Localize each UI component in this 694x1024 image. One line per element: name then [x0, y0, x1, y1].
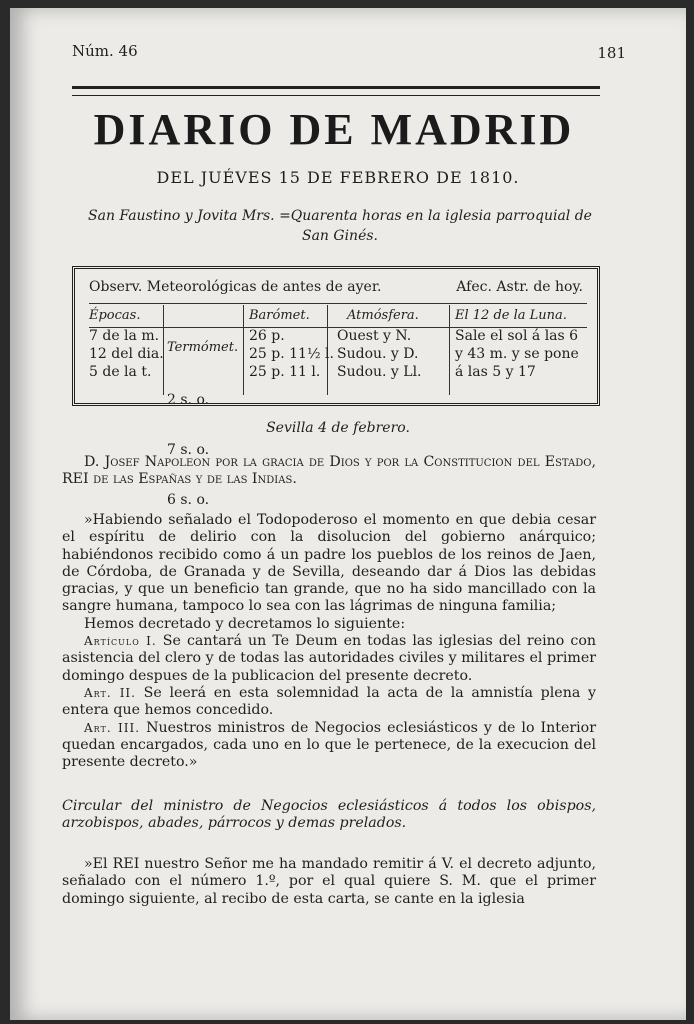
article-label: Artículo I.: [84, 634, 157, 649]
decree-article-3: [62, 720, 596, 772]
issue-date: DEL JUÉVES 15 DE FEBRERO DE 1810.: [156, 168, 520, 187]
meteo-title-left: Observ. Meteorológicas de antes de ayer.: [89, 279, 382, 295]
meteo-col-header: El 12 de la Luna.: [455, 308, 567, 323]
meteo-cell: Sudou. y Ll.: [337, 364, 422, 380]
meteo-col-header: Atmósfera.: [347, 308, 419, 323]
meteo-cell: 7 s. o.: [167, 442, 210, 458]
issue-number: Núm. 46: [72, 42, 138, 60]
meteo-cell: 5 de la t.: [89, 364, 152, 380]
page-number: 181: [597, 44, 626, 62]
decree-article-2: [62, 685, 596, 720]
article-text: Se cantará un Te Deum en todas las iglesias del reino con asistencia del clero y de todas las autoridades civiles y militares el primer domingo despues de la publicacion del presente decreto.: [62, 633, 597, 684]
meteo-title-right: Afec. Astr. de hoy.: [456, 279, 583, 295]
meteo-col-divider: [449, 305, 450, 395]
meteo-cell: Ouest y N.: [337, 328, 412, 344]
meteo-cell: Sudou. y D.: [337, 346, 419, 362]
meteo-cell: 12 del dia.: [89, 346, 164, 362]
meteo-cell: y 43 m. y se pone: [455, 346, 579, 362]
meteo-cell: 25 p. 11 l.: [249, 364, 321, 380]
meteo-col-header: Épocas.: [89, 308, 141, 323]
decree-body: [62, 512, 596, 771]
meteo-col-header: Termómet.: [167, 340, 239, 355]
meteo-cell: 26 p.: [249, 328, 285, 344]
meteo-col-luna: [455, 305, 589, 381]
final-paragraph: [62, 856, 596, 908]
decree-article-1: [62, 633, 596, 685]
meteo-cell: 7 de la m.: [89, 328, 160, 344]
newspaper-page: [10, 8, 686, 1020]
article-text: Nuestros ministros de Negocios eclesiásticos y de lo Interior quedan encargados, cada uno en lo que le pertenece, de la execucion del presente decreto.»: [62, 719, 596, 771]
article-label: Art. III.: [84, 720, 141, 735]
saints-of-day: San Faustino y Jovita Mrs. =Quarenta horas en la iglesia parroquial de San Ginés.: [88, 208, 592, 244]
decree-paragraph: Hemos decretado y decretamos lo siguiente:: [84, 615, 406, 632]
masthead-title: DIARIO DE MADRID: [93, 105, 575, 154]
article-text: Se leerá en esta solemnidad la acta de la amnistía plena y entera que hemos concedido.: [62, 684, 596, 719]
meteo-table-header: [89, 279, 583, 295]
meteo-col-barometro: [249, 305, 334, 381]
circular-heading: [62, 798, 596, 833]
decree-intro: [62, 454, 596, 489]
circular-text: Circular del ministro de Negocios eclesiásticos á todos los obispos, arzobispos, abades, párrocos y demas prelados.: [62, 798, 596, 832]
article-label: Art. II.: [84, 685, 136, 700]
meteo-cell: á las 5 y 17: [455, 364, 536, 380]
meteo-col-divider: [243, 305, 244, 395]
meteo-cell: 6 s. o.: [167, 492, 210, 508]
dateline: Sevilla 4 de febrero.: [266, 420, 410, 436]
decree-paragraph: »Habiendo señalado el Todopoderoso el momento en que debia cesar el espíritu de delirio con la disolucion del gobierno anárquico; habiéndonos recibido como á un padre los pueblos de los reinos de Jaen, de Córdoba, de Granada y de Sevilla, deseando dar á Dios las debidas gracias, y que un beneficio tan grande, que no ha sido mancillado con la sangre humana, tampoco lo sea con las lágrimas de ninguna familia;: [62, 512, 596, 615]
meteo-divider: [89, 303, 587, 304]
meteo-col-atmosfera: [337, 305, 447, 381]
meteo-col-header: Barómet.: [249, 308, 310, 323]
final-paragraph-text: »El REI nuestro Señor me ha mandado remitir á V. el decreto adjunto, señalado con el número 1.º, por el qual quiere S. M. que el primer domingo siguiente, al recibo de esta carta, se cante en la iglesia: [62, 856, 596, 907]
meteo-cell: 2 s. o.: [167, 392, 210, 408]
meteo-cell: Sale el sol á las 6: [455, 328, 579, 344]
meteo-cell: 25 p. 11½ l.: [249, 346, 334, 362]
decree-intro-text: D. Josef Napoleon por la gracia de Dios y por la Constitucion del Estado, REI de las Españas y de las Indias.: [62, 454, 596, 488]
header-rule: [72, 86, 600, 96]
meteo-col-epocas: [89, 305, 164, 381]
